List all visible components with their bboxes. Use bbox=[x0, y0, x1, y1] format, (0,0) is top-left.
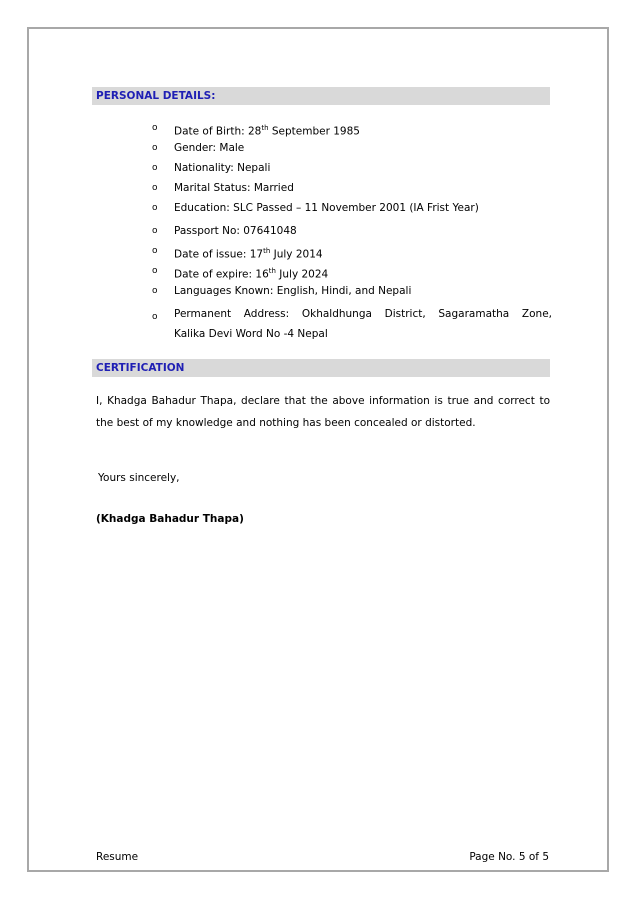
list-item-passport bbox=[152, 224, 552, 244]
bullet-icon: o bbox=[152, 312, 158, 322]
signature-name: (Khadga Bahadur Thapa) bbox=[96, 513, 244, 525]
list-item-address bbox=[152, 304, 552, 344]
dob-superscript: th bbox=[261, 124, 269, 132]
languages-text: Languages Known: English, Hindi, and Nepali bbox=[174, 285, 412, 297]
certification-heading: CERTIFICATION bbox=[92, 359, 550, 377]
gender-text: Gender: Male bbox=[174, 142, 245, 154]
certification-statement: I, Khadga Bahadur Thapa, declare that the above information is true and correct to the best of my knowledge and nothing has been concealed or distorted. bbox=[96, 395, 550, 429]
address-line-1: Permanent Address: Okhaldhunga District, Sagaramatha Zone, bbox=[174, 308, 552, 320]
personal-details-list bbox=[152, 121, 552, 344]
bullet-icon: o bbox=[152, 143, 158, 153]
issue-text: Date of issue: 17 bbox=[174, 248, 264, 261]
list-item-languages bbox=[152, 284, 552, 304]
expire-suffix: July 2024 bbox=[275, 268, 329, 281]
bullet-icon: o bbox=[152, 286, 158, 296]
list-item-dob bbox=[152, 121, 552, 141]
expire-superscript: th bbox=[268, 267, 276, 275]
list-item-education bbox=[152, 201, 552, 224]
address-line-2: Kalika Devi Word No -4 Nepal bbox=[174, 328, 328, 340]
expire-text: Date of expire: 16 bbox=[174, 268, 269, 281]
list-item-marital bbox=[152, 181, 552, 201]
bullet-icon: o bbox=[152, 123, 158, 133]
education-text: Education: SLC Passed – 11 November 2001 (IA Frist Year) bbox=[174, 202, 479, 214]
list-item-gender bbox=[152, 141, 552, 161]
closing-text: Yours sincerely, bbox=[98, 472, 180, 484]
footer-left: Resume bbox=[96, 851, 139, 863]
marital-text: Marital Status: Married bbox=[174, 182, 294, 194]
issue-superscript: th bbox=[263, 247, 271, 255]
passport-text: Passport No: 07641048 bbox=[174, 225, 297, 237]
dob-text: Date of Birth: 28 bbox=[174, 125, 262, 138]
bullet-icon: o bbox=[152, 163, 158, 173]
bullet-icon: o bbox=[152, 183, 158, 193]
list-item-expire-date bbox=[152, 264, 552, 284]
dob-suffix: September 1985 bbox=[268, 125, 360, 138]
list-item-nationality bbox=[152, 161, 552, 181]
list-item-issue-date bbox=[152, 244, 552, 264]
footer-page-number: Page No. 5 of 5 bbox=[469, 851, 549, 863]
bullet-icon: o bbox=[152, 246, 158, 256]
issue-suffix: July 2014 bbox=[270, 248, 323, 261]
bullet-icon: o bbox=[152, 226, 158, 236]
personal-details-heading: PERSONAL DETAILS: bbox=[92, 87, 550, 105]
nationality-text: Nationality: Nepali bbox=[174, 162, 271, 174]
bullet-icon: o bbox=[152, 266, 158, 276]
bullet-icon: o bbox=[152, 203, 158, 213]
